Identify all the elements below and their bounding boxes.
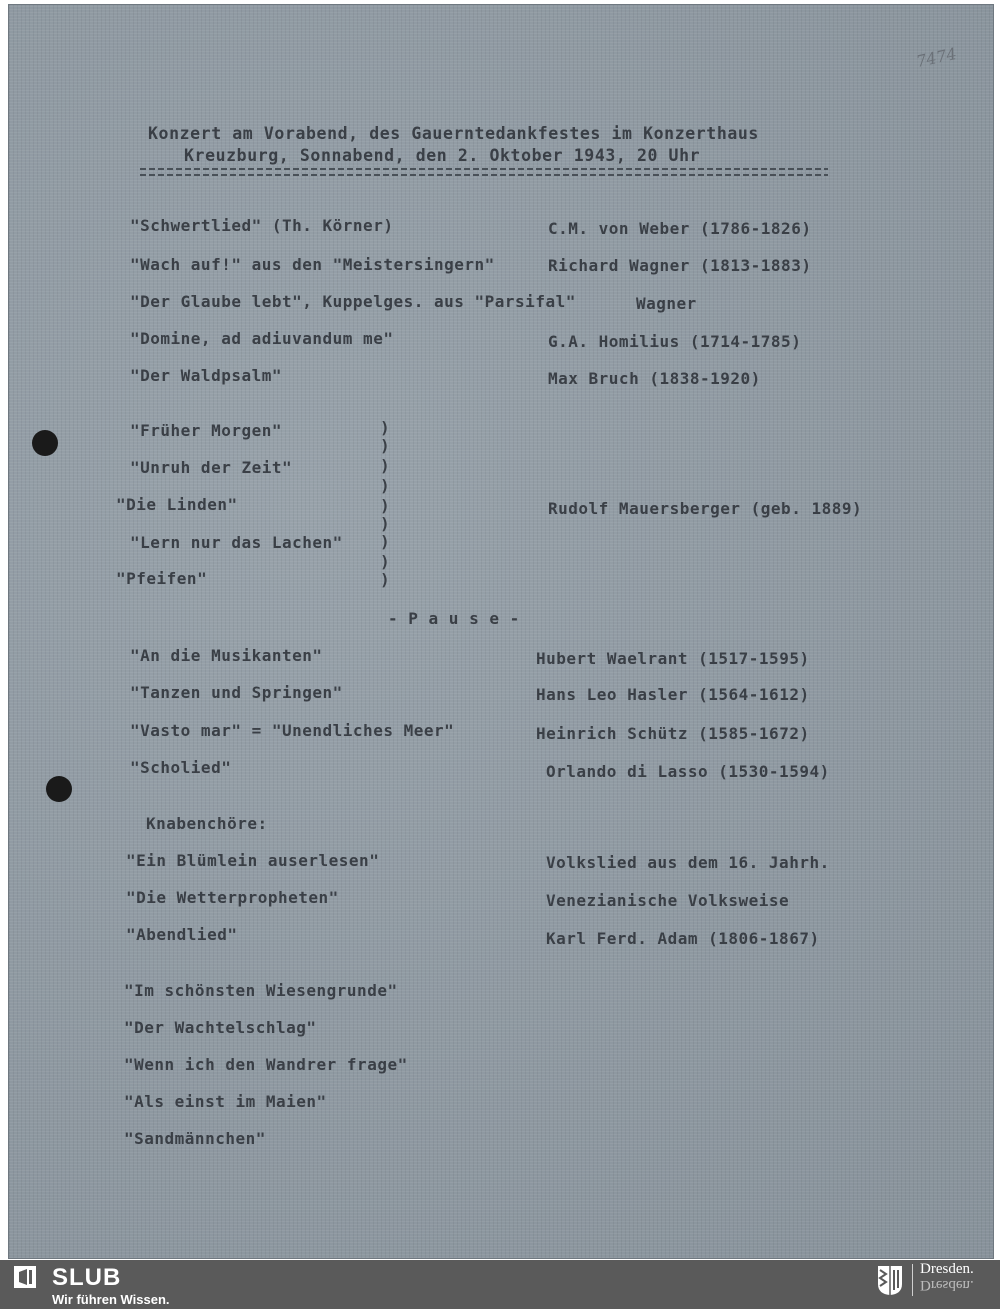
brace-mark: ) xyxy=(380,532,390,551)
slub-brand[interactable]: SLUB xyxy=(52,1264,122,1291)
piece-title: "Lern nur das Lachen" xyxy=(130,533,343,552)
piece-title: "Im schönsten Wiesengrunde" xyxy=(124,981,398,1000)
piece-title: "Domine, ad adiuvandum me" xyxy=(130,329,394,348)
piece-title: "Abendlied" xyxy=(126,925,238,944)
dresden-coat-of-arms-icon[interactable] xyxy=(876,1264,904,1296)
title-underline xyxy=(140,168,828,176)
composer: Rudolf Mauersberger (geb. 1889) xyxy=(548,499,863,518)
piece-title: "Unruh der Zeit" xyxy=(130,458,293,477)
composer: Max Bruch (1838-1920) xyxy=(548,369,761,388)
piece-title: "Ein Blümlein auserlesen" xyxy=(126,851,380,870)
composer: Hubert Waelrant (1517-1595) xyxy=(536,649,810,668)
piece-title: "An die Musikanten" xyxy=(130,646,323,665)
section-heading: Knabenchöre: xyxy=(146,814,268,833)
piece-title: "Vasto mar" = "Unendliches Meer" xyxy=(130,721,455,740)
brace-mark: ) xyxy=(380,456,390,475)
piece-title: "Die Wetterpropheten" xyxy=(126,888,339,907)
piece-title: "Scholied" xyxy=(130,758,232,777)
composer: Wagner xyxy=(636,294,697,313)
brace-mark: ) xyxy=(380,570,390,589)
composer: Karl Ferd. Adam (1806-1867) xyxy=(546,929,820,948)
title-line-1: Konzert am Vorabend, des Gauerntedankfestes im Konzerthaus xyxy=(148,124,759,143)
piece-title: "Wach auf!" aus den "Meistersingern" xyxy=(130,255,495,274)
composer: Hans Leo Hasler (1564-1612) xyxy=(536,685,810,704)
piece-title: "Tanzen und Springen" xyxy=(130,683,343,702)
slub-logo-icon[interactable] xyxy=(12,1264,38,1290)
piece-title: "Früher Morgen" xyxy=(130,421,282,440)
dresden-label[interactable]: Dresden. xyxy=(920,1261,974,1277)
brace-mark: ) xyxy=(380,496,390,515)
page-mark: 7474 xyxy=(914,43,959,72)
piece-title: "Schwertlied" (Th. Körner) xyxy=(130,216,394,235)
brace-mark: ) xyxy=(380,436,390,455)
piece-title: "Die Linden" xyxy=(116,495,238,514)
composer: C.M. von Weber (1786-1826) xyxy=(548,219,812,238)
pause-label: - P a u s e - xyxy=(388,609,520,628)
piece-title: "Der Waldpsalm" xyxy=(130,366,282,385)
footer-separator xyxy=(912,1264,913,1296)
title-line-2: Kreuzburg, Sonnabend, den 2. Oktober 1943, 20 Uhr xyxy=(184,146,701,165)
piece-title: "Als einst im Maien" xyxy=(124,1092,327,1111)
composer: G.A. Homilius (1714-1785) xyxy=(548,332,802,351)
piece-title: "Der Wachtelschlag" xyxy=(124,1018,317,1037)
composer: Richard Wagner (1813-1883) xyxy=(548,256,812,275)
brace-mark: ) xyxy=(380,476,390,495)
piece-title: "Wenn ich den Wandrer frage" xyxy=(124,1055,408,1074)
piece-title: "Der Glaube lebt", Kuppelges. aus "Parsifal" xyxy=(130,292,576,311)
brace-mark: ) xyxy=(380,552,390,571)
punch-hole-top xyxy=(32,430,58,456)
slub-tagline: Wir führen Wissen. xyxy=(52,1292,170,1307)
composer: Venezianische Volksweise xyxy=(546,891,790,910)
punch-hole-bottom xyxy=(46,776,72,802)
brace-mark: ) xyxy=(380,514,390,533)
composer: Heinrich Schütz (1585-1672) xyxy=(536,724,810,743)
composer: Orlando di Lasso (1530-1594) xyxy=(546,762,830,781)
piece-title: "Sandmännchen" xyxy=(124,1129,266,1148)
brace-mark: ) xyxy=(380,418,390,437)
piece-title: "Pfeifen" xyxy=(116,569,208,588)
composer: Volkslied aus dem 16. Jahrh. xyxy=(546,853,830,872)
dresden-label-reflection: Dresden. xyxy=(920,1277,974,1293)
